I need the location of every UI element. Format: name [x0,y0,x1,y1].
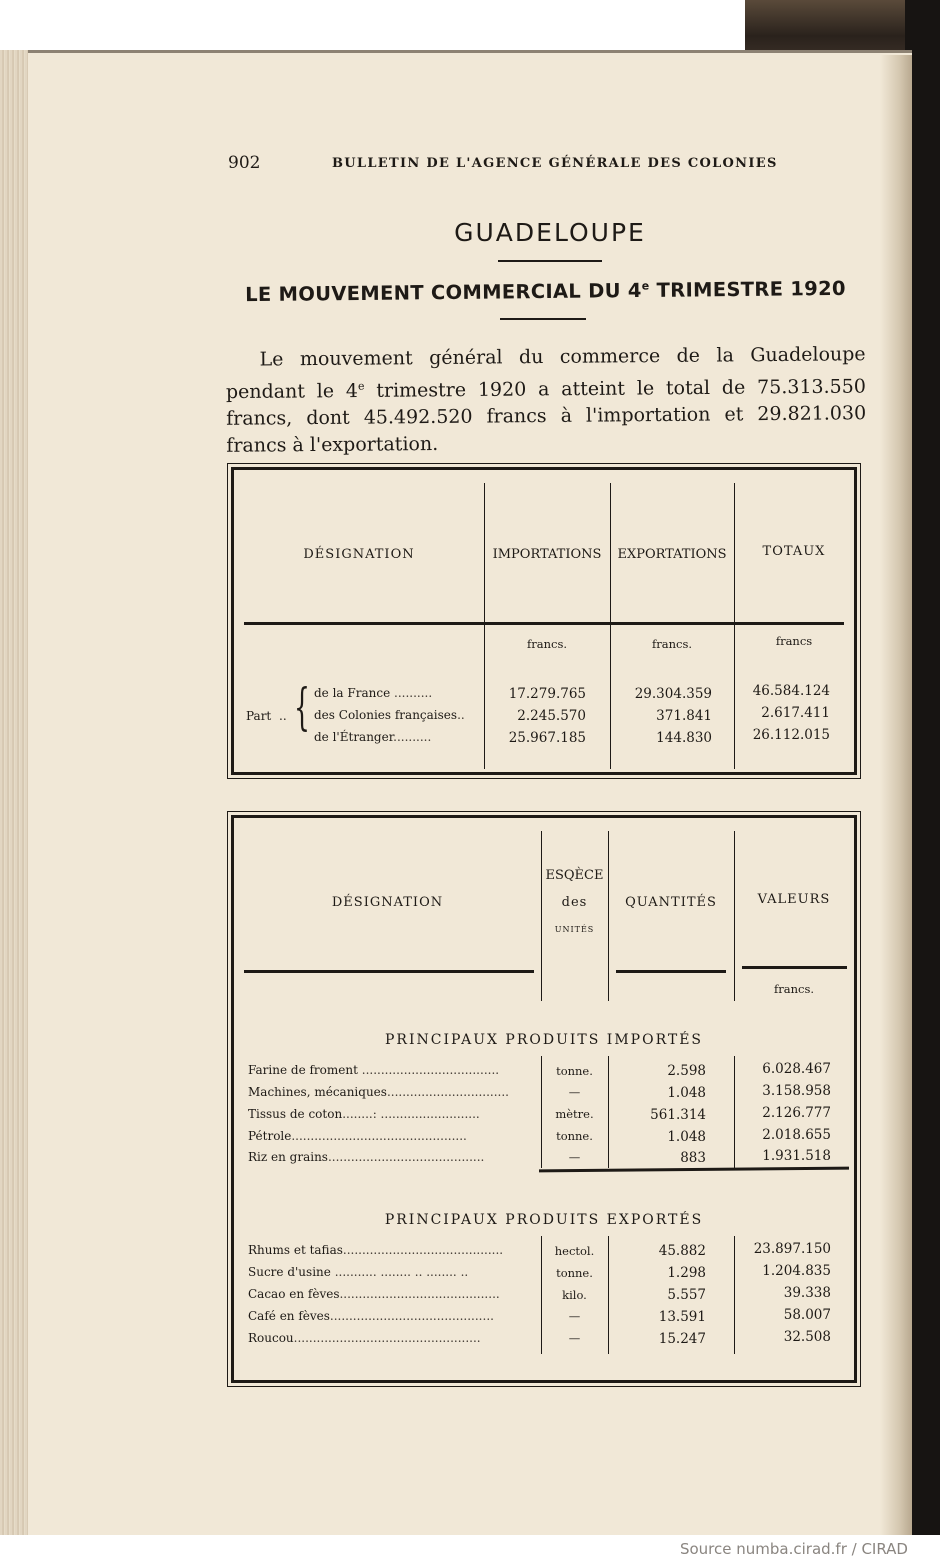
section-rule [539,1167,849,1173]
row-label: Pétrole [248,1129,292,1143]
row-label: Sucre d'usine [248,1265,331,1279]
header-valeurs: VALEURS [757,892,831,907]
cell-unit: — [568,1150,581,1164]
row-label: Machines, mécaniques [248,1085,387,1099]
header-quantites: QUANTITÉS [625,895,717,910]
row-label: Riz en grains [248,1150,328,1164]
header-totaux: TOTAUX [762,544,826,559]
cell-exportations: 144.830 [656,730,712,746]
leader-dots: .......................................... [339,1287,500,1301]
cell-exportations: 371.841 [656,708,712,724]
unit-totaux: francs [775,634,813,648]
unit-importations: francs. [526,637,567,651]
cell-unit: tonne. [556,1064,593,1078]
page-gutter-shadow [880,55,912,1535]
cell-value: 23.897.150 [753,1241,831,1257]
column-divider [608,1236,609,1354]
header-espece-unites: UNITÉS [554,925,595,934]
header-espece-des: des [561,895,588,910]
source-credit: Source numba.cirad.fr / CIRAD [679,1540,908,1558]
cell-totaux: 46.584.124 [752,683,830,699]
column-divider [610,483,611,769]
cell-importations: 2.245.570 [517,708,586,724]
cell-value: 1.931.518 [762,1148,831,1164]
cell-quantity: 1.048 [667,1129,706,1145]
cell-value: 58.007 [783,1307,831,1323]
leader-dots: .......................................... [342,1243,504,1257]
cell-quantity: 45.882 [658,1243,706,1259]
header-rule [244,622,844,625]
cell-unit: — [568,1309,581,1323]
cell-quantity: 1.298 [667,1265,706,1281]
cell-quantity: 1.048 [667,1085,706,1101]
column-divider [541,831,542,1001]
cell-value: 3.158.958 [762,1083,831,1099]
cell-exportations: 29.304.359 [634,686,712,702]
leader-dots: .............................................. [291,1129,467,1143]
products-table [231,815,857,1383]
column-divider [734,831,735,1001]
row-label: Roucou [248,1331,294,1345]
header-importations: IMPORTATIONS [492,547,602,562]
page-title: GUADELOUPE [454,218,646,247]
header-rule [742,966,847,969]
cell-value: 2.018.655 [762,1127,831,1143]
cell-value: 39.338 [783,1285,831,1301]
unit-valeurs: francs. [773,982,814,996]
cell-unit: — [568,1331,581,1345]
running-title: BULLETIN DE L'AGENCE GÉNÉRALE DES COLONIES [332,156,778,171]
cell-value: 2.126.777 [762,1105,831,1121]
cell-unit: tonne. [556,1266,593,1280]
header-designation: DÉSIGNATION [331,895,444,910]
cell-unit: tonne. [556,1129,593,1143]
leader-dots: .......... [393,730,432,744]
imports-section-title: PRINCIPAUX PRODUITS IMPORTÉS [384,1032,704,1048]
cell-quantity: 883 [680,1150,706,1166]
cell-quantity: 15.247 [658,1331,706,1347]
column-divider [608,1056,609,1168]
row-label: Rhums et tafias [248,1243,343,1257]
cell-quantity: 561.314 [650,1107,706,1123]
header-rule [244,970,534,973]
cell-quantity: 13.591 [658,1309,706,1325]
leader-dots: ................................................. [293,1331,481,1345]
cell-importations: 25.967.185 [508,730,586,746]
page-number: 902 [228,153,261,173]
cell-importations: 17.279.765 [508,686,586,702]
leader-dots: ........................................... [329,1309,494,1323]
row-group-label: Part [246,709,272,723]
cell-value: 32.508 [783,1329,831,1345]
leader-dots: ......................................... [327,1150,485,1164]
cell-value: 6.028.467 [762,1061,831,1077]
row-label: de la France [314,686,391,700]
cell-unit: hectol. [554,1244,595,1258]
header-designation: DÉSIGNATION [303,547,415,562]
leader-dots: ................................ [386,1085,509,1099]
cell-unit: — [568,1085,581,1099]
header-rule [616,970,726,973]
title-rule [498,260,602,262]
leader-dots: ........... ........ .. ........ .. [334,1265,469,1279]
row-label: Farine de froment [248,1063,358,1077]
row-label: de l'Étranger [314,730,394,744]
subtitle-rule [500,318,586,320]
header-espece: ESQÈCE [545,868,604,883]
unit-exportations: francs. [651,637,692,651]
cell-unit: mètre. [555,1107,594,1121]
row-label: Café en fèves [248,1309,330,1323]
cell-quantity: 5.557 [667,1287,706,1303]
row-label: des Colonies françaises [314,708,458,722]
page-stack-edges [0,50,28,1535]
cell-totaux: 26.112.015 [752,727,830,743]
column-divider [608,831,609,1001]
cell-quantity: 2.598 [667,1063,706,1079]
leader-dots: .......... [394,686,433,700]
summary-table [231,467,857,775]
leader-dots: .. [457,708,465,722]
section-subtitle: LE MOUVEMENT COMMERCIAL DU 4e TRIMESTRE 1920 [245,276,846,307]
cell-value: 1.204.835 [762,1263,831,1279]
exports-section-title: PRINCIPAUX PRODUITS EXPORTÉS [384,1212,704,1228]
cell-unit: kilo. [562,1288,587,1302]
row-label: Cacao en fèves [248,1287,340,1301]
row-group-dots: .. [279,709,287,723]
column-divider [484,483,485,769]
leader-dots: ........: .......................... [342,1107,480,1121]
header-exportations: EXPORTATIONS [617,547,727,562]
row-label: Tissus de coton [248,1107,343,1121]
leader-dots: .................................... [361,1063,500,1077]
intro-paragraph: Le mouvement général du commerce de la Guadeloupe pendant le 4e trimestre 1920 a atteint le total de 75.313.550 francs, dont 45.492.520 francs à l'importation et 29.821.030 francs à l'exportation. [225,343,867,458]
brace-icon: { [293,678,310,736]
cell-totaux: 2.617.411 [761,705,830,721]
